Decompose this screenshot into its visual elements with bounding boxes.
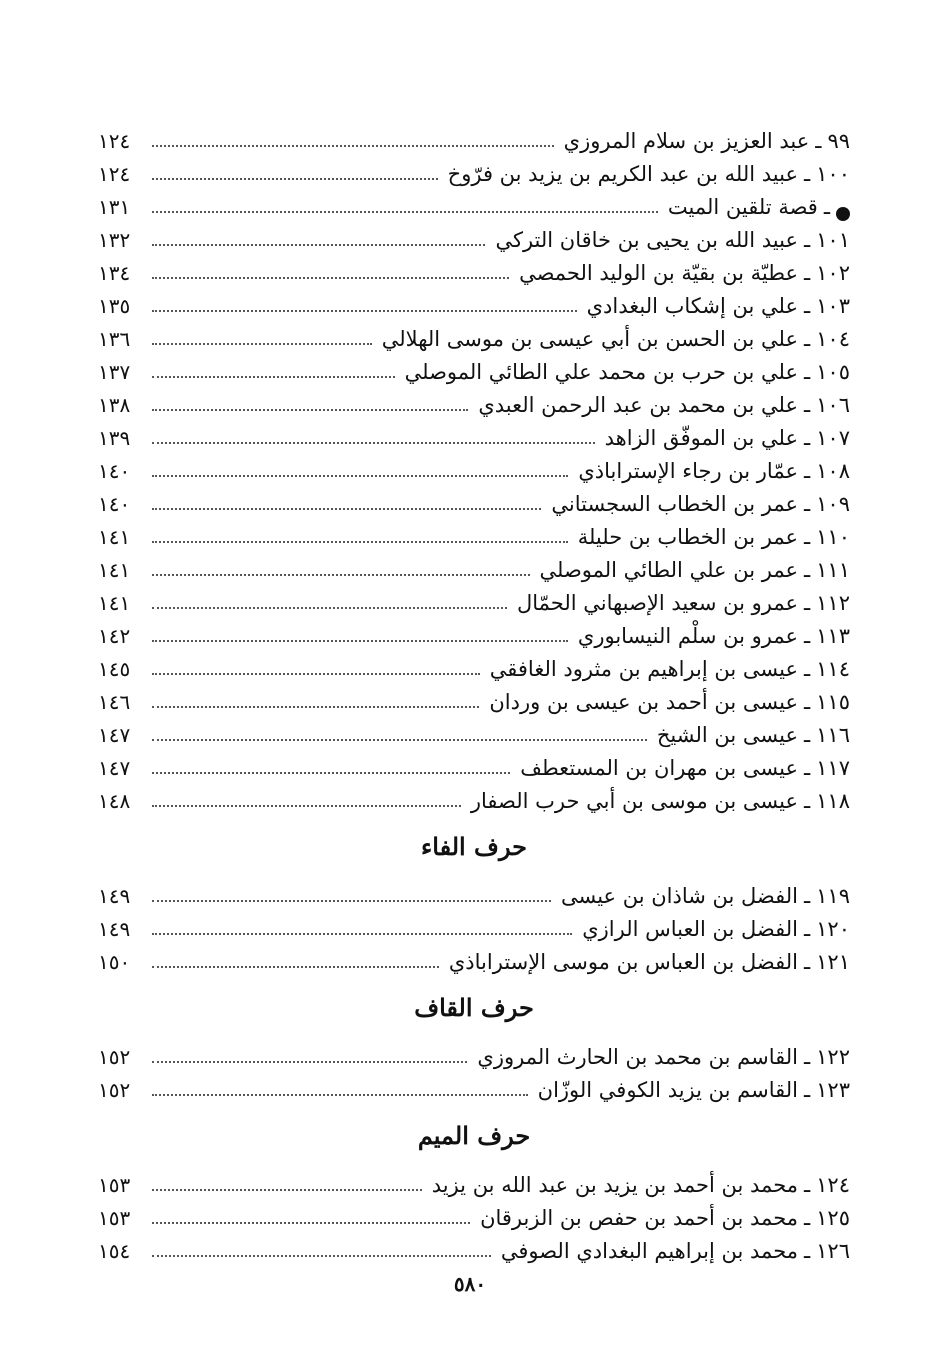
toc-entry [98,419,850,452]
entry-separator: ـ [804,657,811,681]
entry-page-number: ١٣٤ [98,261,131,285]
entry-title: عمرو بن سلْم النيسابوري [577,624,798,648]
toc-entry [98,782,850,815]
entry-page-number: ١٤١ [98,558,131,582]
entry-page-number: ١٥٤ [98,1239,131,1263]
toc-entry [98,353,850,386]
toc-entry [98,287,850,320]
entry-number: ١٠٢ [816,261,850,285]
entry-separator: ـ [804,525,811,549]
entry-separator: ـ [804,1206,811,1230]
entry-title: الفضل بن شاذان بن عيسى [560,884,798,908]
entry-number: ١٢٢ [816,1045,850,1069]
dot-leader [152,966,439,968]
entry-number: ١١١ [816,558,850,582]
dot-leader [152,541,568,543]
entry-number: ١١٣ [816,624,850,648]
toc-entry [98,683,850,716]
entry-title: عيسى بن موسى بن أبي حرب الصفار [470,789,798,813]
entry-page-number: ١٤٨ [98,789,131,813]
entry-page-number: ١٣١ [98,195,131,219]
entry-page-number: ١٤٧ [98,723,131,747]
dot-leader [152,1189,422,1191]
toc-entry [98,617,850,650]
entry-number: ١١٩ [816,884,850,908]
entry-title: علي بن حرب بن محمد علي الطائي الموصلي [404,360,798,384]
toc-entry [98,452,850,485]
entry-title: عمر بن علي الطائي الموصلي [539,558,798,582]
entry-number: ١٠٧ [816,426,850,450]
dot-leader [152,772,510,774]
toc-entry [98,877,850,910]
entry-page-number: ١٤٦ [98,690,131,714]
entry-page-number: ١٤٩ [98,884,131,908]
entry-number: ١١٠ [816,525,850,549]
dot-leader [152,409,468,411]
toc-entry [98,386,850,419]
entry-title: عيسى بن إبراهيم بن مثرود الغافقي [489,657,798,681]
entry-number: ١٢٠ [816,917,850,941]
entry-title: محمد بن أحمد بن حفص بن الزبرقان [480,1206,798,1230]
entry-separator: ـ [804,1173,811,1197]
entry-separator: ـ [804,690,811,714]
toc-entry [98,254,850,287]
entry-title: القاسم بن يزيد الكوفي الوزّان [537,1078,798,1102]
entry-title: عيسى بن الشيخ [656,723,798,747]
toc-entry [98,716,850,749]
entry-page-number: ١٣٦ [98,327,131,351]
entry-title: الفضل بن العباس بن موسى الإستراباذي [448,950,798,974]
dot-leader [152,178,438,180]
entry-number: ١٢١ [816,950,850,974]
entry-page-number: ١٥٠ [98,950,131,974]
entry-title: عيسى بن مهران بن المستعطف [520,756,798,780]
dot-leader [152,739,647,741]
entry-separator: ـ [815,129,822,153]
entry-page-number: ١٣٨ [98,393,131,417]
entry-separator: ـ [804,917,811,941]
toc-entry [98,551,850,584]
toc-entry [98,749,850,782]
toc-entry [98,122,850,155]
entry-title: عمرو بن سعيد الإصبهاني الحمّال [516,591,798,615]
dot-leader [152,508,541,510]
entry-separator: ـ [804,1239,811,1263]
entry-number: ١١٢ [816,591,850,615]
dot-leader [152,933,572,935]
dot-leader [152,310,577,312]
toc-entry [98,1038,850,1071]
entry-number: ١٠٨ [816,459,850,483]
entry-separator: ـ [804,1078,811,1102]
toc-entry [98,188,850,221]
toc-entry [98,155,850,188]
entry-number: ١٠٣ [816,294,850,318]
entry-title: عبيد الله بن عبد الكريم بن يزيد بن فرّوخ [447,162,798,186]
dot-leader [152,376,395,378]
entry-title: القاسم بن محمد بن الحارث المروزي [477,1045,798,1069]
section-heading: حرف القاف [414,992,534,1022]
dot-leader [152,211,658,213]
entry-separator: ـ [804,558,811,582]
entry-separator: ـ [804,884,811,908]
entry-title: عبد العزيز بن سلام المروزي [563,129,810,153]
entry-page-number: ١٥٢ [98,1078,131,1102]
entry-title: عمر بن الخطاب بن حليلة [577,525,798,549]
entry-title: علي بن محمد بن عبد الرحمن العبدي [478,393,798,417]
entry-number: ١٠٥ [816,360,850,384]
dot-leader [152,574,530,576]
entry-page-number: ١٤٩ [98,917,131,941]
entry-page-number: ١٣٧ [98,360,131,384]
entry-page-number: ١٣٢ [98,228,131,252]
table-of-contents [98,122,850,1265]
dot-leader [152,900,551,902]
entry-number: ١٠١ [816,228,850,252]
dot-leader [152,1222,470,1224]
toc-entry [98,650,850,683]
entry-page-number: ١٣٥ [98,294,131,318]
entry-separator: ـ [804,1045,811,1069]
entry-number: ١١٥ [816,690,850,714]
entry-title: الفضل بن العباس الرازي [582,917,798,941]
entry-page-number: ١٢٤ [98,162,131,186]
entry-page-number: ١٤٠ [98,492,131,516]
toc-entry [98,518,850,551]
entry-title: علي بن إشكاب البغدادي [586,294,798,318]
entry-title: عبيد الله بن يحيى بن خاقان التركي [495,228,798,252]
entry-page-number: ١٤١ [98,525,131,549]
dot-leader [152,277,509,279]
toc-entry [98,1071,850,1104]
entry-separator: ـ [804,624,811,648]
entry-title: عيسى بن أحمد بن عيسى بن وردان [489,690,798,714]
dot-leader [152,640,568,642]
entry-separator: ـ [804,591,811,615]
entry-number: ١٢٥ [816,1206,850,1230]
toc-entry [98,1166,850,1199]
entry-number: ١١٨ [816,789,850,813]
entry-number: ١٢٣ [816,1078,850,1102]
entry-number: ١٢٤ [816,1173,850,1197]
entry-number: ١١٦ [816,723,850,747]
dot-leader [152,343,372,345]
entry-number: ١٢٦ [816,1239,850,1263]
entry-separator: ـ [804,162,811,186]
entry-separator: ـ [804,459,811,483]
toc-entry [98,584,850,617]
page-number: ٥٨٠ [453,1272,487,1296]
dot-leader [152,607,507,609]
entry-title: عمر بن الخطاب السجستاني [551,492,798,516]
entry-number: ١١٤ [816,657,850,681]
toc-entry [98,910,850,943]
entry-page-number: ١٥٣ [98,1206,131,1230]
dot-leader [152,244,485,246]
entry-title: علي بن الموفّق الزاهد [604,426,798,450]
entry-separator: ـ [804,789,811,813]
entry-separator: ـ [823,195,830,219]
entry-title: عطيّة بن بقيّة بن الوليد الحمصي [519,261,798,285]
toc-entry [98,221,850,254]
entry-separator: ـ [804,393,811,417]
entry-page-number: ١٤٠ [98,459,131,483]
entry-page-number: ١٣٩ [98,426,131,450]
bullet-icon [836,207,850,221]
entry-title: عمّار بن رجاء الإستراباذي [578,459,798,483]
entry-separator: ـ [804,360,811,384]
entry-title: قصة تلقين الميت [667,195,818,219]
toc-entry [98,485,850,518]
dot-leader [152,1094,528,1096]
entry-title: علي بن الحسن بن أبي عيسى بن موسى الهلالي [381,327,798,351]
toc-entry [98,1232,850,1265]
dot-leader [152,706,479,708]
entry-title: محمد بن إبراهيم البغدادي الصوفي [500,1239,798,1263]
entry-separator: ـ [804,426,811,450]
entry-page-number: ١٤٢ [98,624,131,648]
entry-number: ٩٩ [827,129,850,153]
toc-entry [98,320,850,353]
entry-number: ١٠٦ [816,393,850,417]
toc-entry [98,943,850,976]
entry-page-number: ١٤٧ [98,756,131,780]
toc-entry [98,1199,850,1232]
entry-number: ١١٧ [816,756,850,780]
entry-number: ١٠٤ [816,327,850,351]
entry-page-number: ١٤١ [98,591,131,615]
entry-title: محمد بن أحمد بن يزيد بن عبد الله بن يزيد [431,1173,798,1197]
entry-separator: ـ [804,327,811,351]
entry-page-number: ١٥٣ [98,1173,131,1197]
entry-separator: ـ [804,261,811,285]
dot-leader [152,1061,467,1063]
entry-page-number: ١٢٤ [98,129,131,153]
entry-separator: ـ [804,228,811,252]
dot-leader [152,673,480,675]
entry-page-number: ١٤٥ [98,657,131,681]
dot-leader [152,475,568,477]
dot-leader [152,805,461,807]
entry-separator: ـ [804,756,811,780]
dot-leader [152,1255,491,1257]
dot-leader [152,442,595,444]
entry-number: ١٠٩ [816,492,850,516]
entry-separator: ـ [804,492,811,516]
section-heading: حرف الفاء [420,831,528,861]
dot-leader [152,145,554,147]
entry-page-number: ١٥٢ [98,1045,131,1069]
entry-separator: ـ [804,723,811,747]
entry-separator: ـ [804,294,811,318]
section-heading: حرف الميم [417,1120,531,1150]
entry-separator: ـ [804,950,811,974]
entry-number: ١٠٠ [816,162,850,186]
